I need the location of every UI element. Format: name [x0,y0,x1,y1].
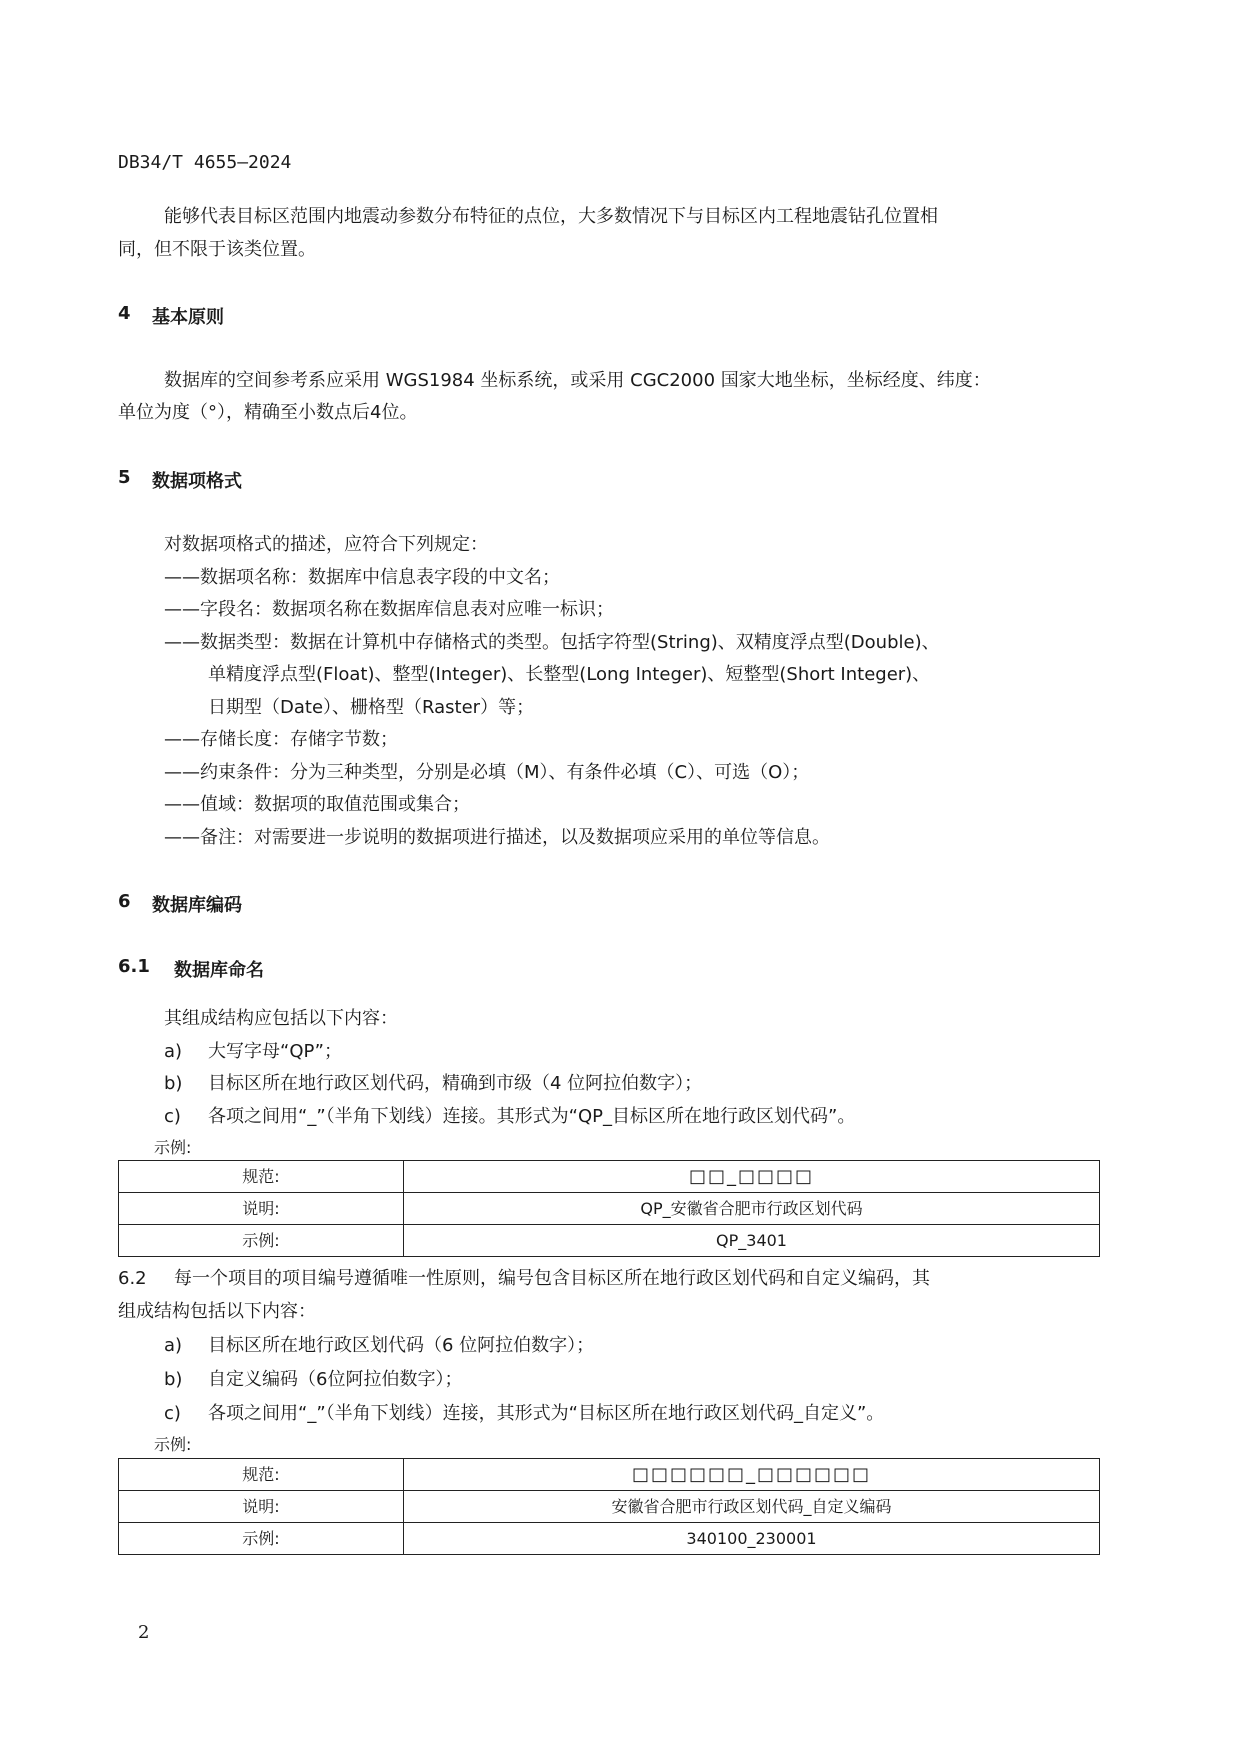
table-key-cell: 说明: [119,1193,404,1225]
list-item: 目标区所在地行政区划代码，精确到市级（4 位阿拉伯数字）； [208,1073,703,1094]
subsection-6-1-title: 数据库命名 [174,960,264,981]
list-item-continuation: 单精度浮点型(Float)、整型(Integer)、长整型(Long Integer)、短整型(Short Integer)、 [208,664,931,685]
example-label: 示例: [154,1138,192,1157]
example-label: 示例: [154,1435,192,1454]
subsection-6-1-lead: 其组成结构应包括以下内容： [164,1008,398,1029]
list-item: 自定义编码（6位阿拉伯数字）； [208,1369,463,1390]
list-marker: a) [164,1335,183,1356]
table-value-cell: QP_安徽省合肥市行政区划代码 [404,1193,1100,1225]
section-4-paragraph-line-1: 数据库的空间参考系应采用 WGS1984 坐标系统，或采用 CGC2000 国家大地坐标，坐标经度、纬度： [164,370,991,391]
table-value-cell: 安徽省合肥市行政区划代码_自定义编码 [404,1491,1100,1523]
section-4-number: 4 [118,303,131,324]
list-item: 目标区所在地行政区划代码（6 位阿拉伯数字）； [208,1335,595,1356]
table-key-cell: 示例: [119,1523,404,1555]
table-value-cell: 340100_230001 [404,1523,1100,1555]
section-4-paragraph-line-2: 单位为度（°），精确至小数点后4位。 [118,402,418,423]
list-marker: b) [164,1369,183,1390]
section-5-number: 5 [118,467,131,488]
table-key-cell: 规范: [119,1459,404,1491]
table-row [119,1491,1100,1523]
list-marker: c) [164,1403,181,1424]
intro-paragraph-line-2: 同，但不限于该类位置。 [118,239,316,260]
list-item: 各项之间用“_”（半角下划线）连接。其形式为“QP_目标区所在地行政区划代码”。 [208,1106,856,1127]
list-marker: b) [164,1073,183,1094]
list-item: ——数据类型：数据在计算机中存储格式的类型。包括字符型(String)、双精度浮点型(Double)、 [164,632,940,653]
subsection-6-2-number: 6.2 [118,1268,147,1289]
table-key-cell: 说明: [119,1491,404,1523]
subsection-6-2-line-2: 组成结构包括以下内容： [118,1301,316,1322]
table-row [119,1225,1100,1257]
list-marker: c) [164,1106,181,1127]
table-value-cell: □□_□□□□ [404,1161,1100,1193]
page-number: 2 [138,1622,150,1643]
list-item: ——值域：数据项的取值范围或集合； [164,794,470,815]
section-5-lead: 对数据项格式的描述，应符合下列规定： [164,534,488,555]
table-row [119,1193,1100,1225]
list-item: ——约束条件：分为三种类型，分别是必填（M）、有条件必填（C）、可选（O）； [164,762,810,783]
subsection-6-1-number: 6.1 [118,956,150,977]
table-row [119,1161,1100,1193]
table-value-cell: QP_3401 [404,1225,1100,1257]
list-item: ——字段名：数据项名称在数据库信息表对应唯一标识； [164,599,614,620]
list-marker: a) [164,1041,183,1062]
table-value-cell: □□□□□□_□□□□□□ [404,1459,1100,1491]
table-key-cell: 示例: [119,1225,404,1257]
list-item-continuation: 日期型（Date）、栅格型（Raster）等； [208,697,535,718]
naming-spec-table [118,1160,1100,1257]
section-5-title: 数据项格式 [152,471,242,492]
subsection-6-2-line-1: 每一个项目的项目编号遵循唯一性原则，编号包含目标区所在地行政区划代码和自定义编码，其 [174,1268,930,1289]
table-row [119,1523,1100,1555]
list-item: ——备注：对需要进一步说明的数据项进行描述，以及数据项应采用的单位等信息。 [164,827,830,848]
section-6-title: 数据库编码 [152,895,242,916]
list-item: 大写字母“QP”； [208,1041,343,1062]
section-4-title: 基本原则 [152,307,224,328]
document-code: DB34/T 4655—2024 [118,152,292,173]
section-6-number: 6 [118,891,131,912]
list-item: ——数据项名称：数据库中信息表字段的中文名； [164,567,560,588]
list-item: 各项之间用“_”（半角下划线）连接，其形式为“目标区所在地行政区划代码_自定义”。 [208,1403,885,1424]
intro-paragraph-line-1: 能够代表目标区范围内地震动参数分布特征的点位，大多数情况下与目标区内工程地震钻孔位置相 [164,206,938,227]
list-item: ——存储长度：存储字节数； [164,729,398,750]
table-key-cell: 规范: [119,1161,404,1193]
table-row [119,1459,1100,1491]
project-code-spec-table [118,1458,1100,1555]
